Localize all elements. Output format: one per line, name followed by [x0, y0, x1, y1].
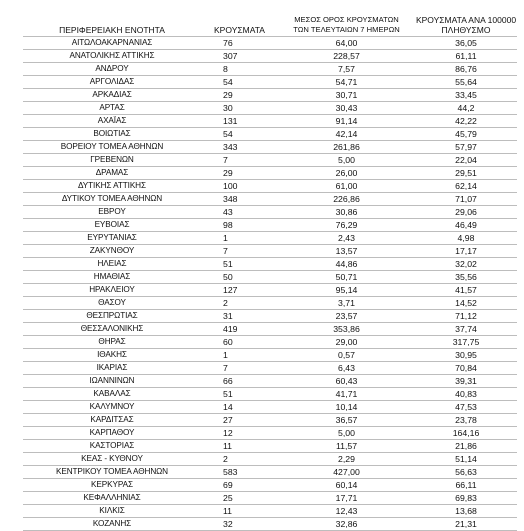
table-row	[23, 401, 517, 414]
per100k-cell: 35,56	[415, 271, 517, 284]
table-row	[23, 271, 517, 284]
region-cell: ΔΡΑΜΑΣ	[23, 167, 201, 180]
cases-cell: 54	[201, 76, 278, 89]
cases-cell: 31	[201, 310, 278, 323]
per100k-cell: 61,11	[415, 50, 517, 63]
cases-cell: 343	[201, 141, 278, 154]
per100k-cell: 71,07	[415, 193, 517, 206]
avg7-cell: 11,57	[278, 440, 415, 453]
avg7-cell: 44,86	[278, 258, 415, 271]
table-row	[23, 154, 517, 167]
avg7-cell: 261,86	[278, 141, 415, 154]
table-row	[23, 362, 517, 375]
region-cell: ΙΚΑΡΙΑΣ	[23, 362, 201, 375]
table-row	[23, 141, 517, 154]
region-cell: ΙΘΑΚΗΣ	[23, 349, 201, 362]
cases-cell: 583	[201, 466, 278, 479]
table-row	[23, 232, 517, 245]
cases-cell: 14	[201, 401, 278, 414]
avg7-cell: 30,86	[278, 206, 415, 219]
region-cell: ΕΥΒΟΙΑΣ	[23, 219, 201, 232]
cases-cell: 76	[201, 37, 278, 50]
cases-cell: 66	[201, 375, 278, 388]
cases-cell: 11	[201, 505, 278, 518]
table-row	[23, 297, 517, 310]
avg7-cell: 13,57	[278, 245, 415, 258]
per100k-cell: 21,31	[415, 518, 517, 531]
per100k-cell: 69,83	[415, 492, 517, 505]
per100k-cell: 39,31	[415, 375, 517, 388]
avg7-cell: 23,57	[278, 310, 415, 323]
header-cases: ΚΡΟΥΣΜΑΤΑ	[214, 25, 265, 35]
table-row	[23, 128, 517, 141]
table-row	[23, 466, 517, 479]
region-cell: ΚΑΡΠΑΘΟΥ	[23, 427, 201, 440]
avg7-cell: 32,86	[278, 518, 415, 531]
per100k-cell: 47,53	[415, 401, 517, 414]
cases-cell: 7	[201, 362, 278, 375]
cases-cell: 131	[201, 115, 278, 128]
table-row	[23, 492, 517, 505]
region-cell: ΚΕΑΣ - ΚΥΘΝΟΥ	[23, 453, 201, 466]
cases-cell: 307	[201, 50, 278, 63]
avg7-cell: 5,00	[278, 154, 415, 167]
avg7-cell: 17,71	[278, 492, 415, 505]
table-row	[23, 245, 517, 258]
table-row	[23, 336, 517, 349]
table-row	[23, 206, 517, 219]
avg7-cell: 76,29	[278, 219, 415, 232]
region-cell: ΗΜΑΘΙΑΣ	[23, 271, 201, 284]
per100k-cell: 66,11	[415, 479, 517, 492]
cases-cell: 7	[201, 154, 278, 167]
avg7-cell: 2,43	[278, 232, 415, 245]
cases-cell: 348	[201, 193, 278, 206]
cases-cell: 7	[201, 245, 278, 258]
avg7-cell: 54,71	[278, 76, 415, 89]
table-row	[23, 414, 517, 427]
region-cell: ΚΑΒΑΛΑΣ	[23, 388, 201, 401]
cases-cell: 60	[201, 336, 278, 349]
table-row	[23, 76, 517, 89]
per100k-cell: 57,97	[415, 141, 517, 154]
avg7-cell: 42,14	[278, 128, 415, 141]
header-per-100k	[415, 8, 517, 37]
per100k-cell: 17,17	[415, 245, 517, 258]
region-cell: ΚΑΣΤΟΡΙΑΣ	[23, 440, 201, 453]
per100k-cell: 44,2	[415, 102, 517, 115]
per100k-cell: 317,75	[415, 336, 517, 349]
avg7-cell: 30,43	[278, 102, 415, 115]
avg7-cell: 64,00	[278, 37, 415, 50]
cases-cell: 54	[201, 128, 278, 141]
avg7-cell: 5,00	[278, 427, 415, 440]
region-cell: ΒΟΡΕΙΟΥ ΤΟΜΕΑ ΑΘΗΝΩΝ	[23, 141, 201, 154]
header-per-line1: ΚΡΟΥΣΜΑΤΑ ΑΝΑ 100000	[415, 15, 517, 25]
avg7-cell: 6,43	[278, 362, 415, 375]
avg7-cell: 12,43	[278, 505, 415, 518]
per100k-cell: 45,79	[415, 128, 517, 141]
per100k-cell: 29,06	[415, 206, 517, 219]
per100k-cell: 29,51	[415, 167, 517, 180]
cases-cell: 69	[201, 479, 278, 492]
per100k-cell: 4,98	[415, 232, 517, 245]
header-region: ΠΕΡΙΦΕΡΕΙΑΚΗ ΕΝΟΤΗΤΑ	[59, 25, 165, 35]
per100k-cell: 55,64	[415, 76, 517, 89]
table-row	[23, 167, 517, 180]
cases-cell: 12	[201, 427, 278, 440]
per100k-cell: 13,68	[415, 505, 517, 518]
cases-cell: 100	[201, 180, 278, 193]
avg7-cell: 0,57	[278, 349, 415, 362]
per100k-cell: 51,14	[415, 453, 517, 466]
cases-cell: 127	[201, 284, 278, 297]
avg7-cell: 26,00	[278, 167, 415, 180]
avg7-cell: 60,14	[278, 479, 415, 492]
per100k-cell: 14,52	[415, 297, 517, 310]
cases-table	[23, 8, 517, 531]
table-row	[23, 284, 517, 297]
region-cell: ΚΕΡΚΥΡΑΣ	[23, 479, 201, 492]
avg7-cell: 226,86	[278, 193, 415, 206]
region-cell: ΚΑΡΔΙΤΣΑΣ	[23, 414, 201, 427]
region-cell: ΑΧΑΪΑΣ	[23, 115, 201, 128]
table-row	[23, 219, 517, 232]
cases-cell: 2	[201, 453, 278, 466]
per100k-cell: 41,57	[415, 284, 517, 297]
region-cell: ΖΑΚΥΝΘΟΥ	[23, 245, 201, 258]
table-row	[23, 310, 517, 323]
region-cell: ΚΕΦΑΛΛΗΝΙΑΣ	[23, 492, 201, 505]
per100k-cell: 42,22	[415, 115, 517, 128]
table-row	[23, 180, 517, 193]
region-cell: ΓΡΕΒΕΝΩΝ	[23, 154, 201, 167]
table-row	[23, 349, 517, 362]
region-cell: ΔΥΤΙΚΟΥ ΤΟΜΕΑ ΑΘΗΝΩΝ	[23, 193, 201, 206]
region-cell: ΚΙΛΚΙΣ	[23, 505, 201, 518]
table-row	[23, 63, 517, 76]
table-row	[23, 50, 517, 63]
region-cell: ΗΛΕΙΑΣ	[23, 258, 201, 271]
header-per-line2: ΠΛΗΘΥΣΜΟ	[441, 25, 491, 35]
table-row	[23, 388, 517, 401]
cases-cell: 419	[201, 323, 278, 336]
cases-cell: 98	[201, 219, 278, 232]
cases-cell: 29	[201, 167, 278, 180]
table-row	[23, 505, 517, 518]
table-row	[23, 323, 517, 336]
cases-cell: 32	[201, 518, 278, 531]
table-row	[23, 479, 517, 492]
region-cell: ΘΑΣΟΥ	[23, 297, 201, 310]
table-row	[23, 518, 517, 531]
cases-cell: 51	[201, 388, 278, 401]
table-header-row	[23, 8, 517, 37]
avg7-cell: 7,57	[278, 63, 415, 76]
per100k-cell: 70,84	[415, 362, 517, 375]
region-cell: ΑΙΤΩΛΟΑΚΑΡΝΑΝΙΑΣ	[23, 37, 201, 50]
cases-cell: 1	[201, 232, 278, 245]
table-row	[23, 102, 517, 115]
avg7-cell: 228,57	[278, 50, 415, 63]
header-avg-line2: ΤΩΝ ΤΕΛΕΥΤΑΙΩΝ 7 ΗΜΕΡΩΝ	[293, 25, 400, 34]
per100k-cell: 32,02	[415, 258, 517, 271]
avg7-cell: 61,00	[278, 180, 415, 193]
avg7-cell: 353,86	[278, 323, 415, 336]
cases-cell: 50	[201, 271, 278, 284]
cases-cell: 29	[201, 89, 278, 102]
region-cell: ΚΑΛΥΜΝΟΥ	[23, 401, 201, 414]
region-cell: ΚΟΖΑΝΗΣ	[23, 518, 201, 531]
avg7-cell: 2,29	[278, 453, 415, 466]
per100k-cell: 56,63	[415, 466, 517, 479]
avg7-cell: 41,71	[278, 388, 415, 401]
cases-cell: 51	[201, 258, 278, 271]
avg7-cell: 50,71	[278, 271, 415, 284]
region-cell: ΘΕΣΣΑΛΟΝΙΚΗΣ	[23, 323, 201, 336]
region-cell: ΕΥΡΥΤΑΝΙΑΣ	[23, 232, 201, 245]
cases-table-container	[23, 8, 517, 531]
region-cell: ΒΟΙΩΤΙΑΣ	[23, 128, 201, 141]
cases-cell: 25	[201, 492, 278, 505]
header-avg-7-days	[278, 8, 415, 37]
cases-cell: 2	[201, 297, 278, 310]
cases-cell: 43	[201, 206, 278, 219]
avg7-cell: 91,14	[278, 115, 415, 128]
cases-cell: 1	[201, 349, 278, 362]
table-row	[23, 375, 517, 388]
per100k-cell: 22,04	[415, 154, 517, 167]
region-cell: ΙΩΑΝΝΙΝΩΝ	[23, 375, 201, 388]
avg7-cell: 3,71	[278, 297, 415, 310]
region-cell: ΘΗΡΑΣ	[23, 336, 201, 349]
table-row	[23, 453, 517, 466]
cases-cell: 30	[201, 102, 278, 115]
per100k-cell: 71,12	[415, 310, 517, 323]
table-row	[23, 427, 517, 440]
per100k-cell: 62,14	[415, 180, 517, 193]
region-cell: ΔΥΤΙΚΗΣ ΑΤΤΙΚΗΣ	[23, 180, 201, 193]
cases-cell: 8	[201, 63, 278, 76]
avg7-cell: 95,14	[278, 284, 415, 297]
per100k-cell: 86,76	[415, 63, 517, 76]
region-cell: ΑΡΤΑΣ	[23, 102, 201, 115]
region-cell: ΘΕΣΠΡΩΤΙΑΣ	[23, 310, 201, 323]
header-avg-line1: ΜΕΣΟΣ ΟΡΟΣ ΚΡΟΥΣΜΑΤΩΝ	[294, 15, 399, 24]
table-row	[23, 115, 517, 128]
per100k-cell: 40,83	[415, 388, 517, 401]
table-row	[23, 37, 517, 50]
per100k-cell: 30,95	[415, 349, 517, 362]
region-cell: ΗΡΑΚΛΕΙΟΥ	[23, 284, 201, 297]
per100k-cell: 37,74	[415, 323, 517, 336]
region-cell: ΕΒΡΟΥ	[23, 206, 201, 219]
region-cell: ΑΡΚΑΔΙΑΣ	[23, 89, 201, 102]
cases-cell: 27	[201, 414, 278, 427]
region-cell: ΚΕΝΤΡΙΚΟΥ ΤΟΜΕΑ ΑΘΗΝΩΝ	[23, 466, 201, 479]
table-row	[23, 440, 517, 453]
per100k-cell: 36,05	[415, 37, 517, 50]
region-cell: ΑΡΓΟΛΙΔΑΣ	[23, 76, 201, 89]
per100k-cell: 46,49	[415, 219, 517, 232]
per100k-cell: 33,45	[415, 89, 517, 102]
avg7-cell: 29,00	[278, 336, 415, 349]
table-row	[23, 258, 517, 271]
per100k-cell: 23,78	[415, 414, 517, 427]
avg7-cell: 10,14	[278, 401, 415, 414]
table-row	[23, 193, 517, 206]
table-row	[23, 89, 517, 102]
avg7-cell: 427,00	[278, 466, 415, 479]
per100k-cell: 21,86	[415, 440, 517, 453]
per100k-cell: 164,16	[415, 427, 517, 440]
cases-cell: 11	[201, 440, 278, 453]
table-body	[23, 37, 517, 531]
region-cell: ΑΝΑΤΟΛΙΚΗΣ ΑΤΤΙΚΗΣ	[23, 50, 201, 63]
avg7-cell: 60,43	[278, 375, 415, 388]
avg7-cell: 36,57	[278, 414, 415, 427]
region-cell: ΑΝΔΡΟΥ	[23, 63, 201, 76]
avg7-cell: 30,71	[278, 89, 415, 102]
